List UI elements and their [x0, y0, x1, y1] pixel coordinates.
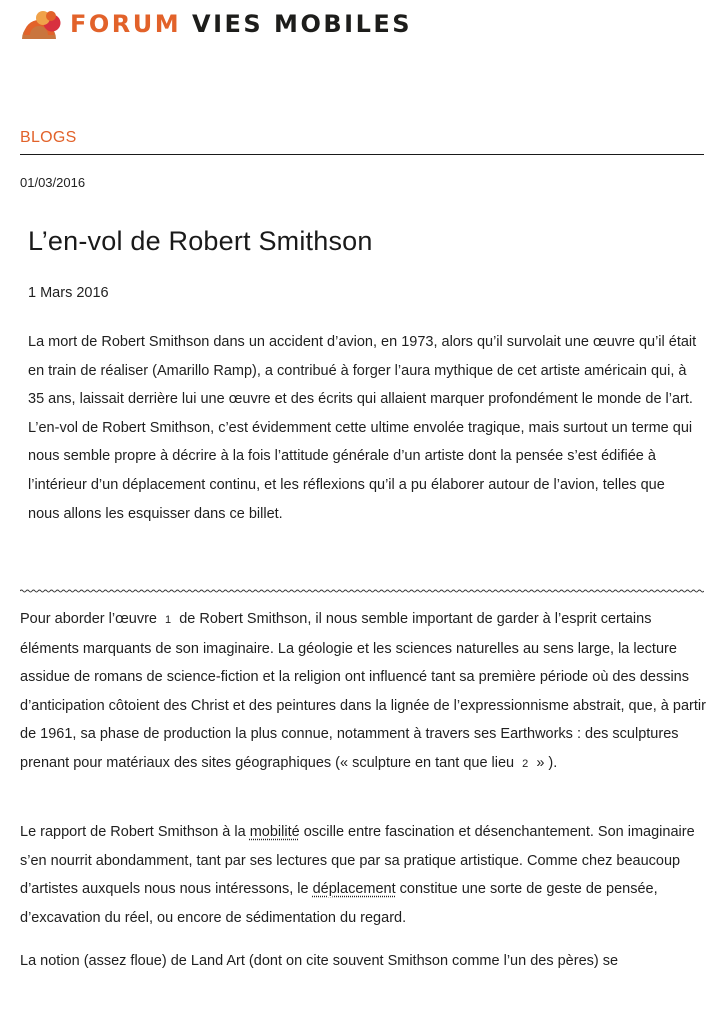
paragraph-text: oscille entre fascination et désenchantement. Son imaginaire s’en nourrit abondamment, tant par ses lectures que par sa pratique artistique. Comme chez beaucoup d’artistes auxquels nous nous intéressons, le	[20, 824, 695, 898]
footnote-ref-1[interactable]: 1	[165, 614, 172, 626]
paragraph-text: Pour aborder l’œuvre	[20, 611, 157, 627]
wavy-separator	[20, 586, 704, 596]
article-paragraph	[20, 818, 710, 932]
site-header	[18, 6, 412, 42]
logo-icon[interactable]	[18, 8, 62, 40]
article-paragraph	[20, 605, 710, 779]
divider	[20, 154, 704, 155]
brand-word-vies-mobiles: VIES MOBILES	[192, 10, 413, 38]
article-date: 1 Mars 2016	[28, 285, 109, 301]
section-label-blogs[interactable]: BLOGS	[20, 129, 77, 146]
publish-date: 01/03/2016	[20, 175, 86, 190]
article-title: L’en-vol de Robert Smithson	[28, 226, 373, 256]
paragraph-text: Le rapport de Robert Smithson à la	[20, 824, 246, 840]
paragraph-text: » ).	[536, 754, 558, 771]
glossary-link-mobilite[interactable]: mobilité	[249, 824, 300, 840]
site-logo[interactable]	[70, 10, 412, 38]
glossary-link-deplacement[interactable]: déplacement	[312, 881, 396, 898]
article-intro: La mort de Robert Smithson dans un accident d’avion, en 1973, alors qu’il survolait une œuvre qu’il était en train de réaliser (Amarillo Ramp), a contribué à forger l’aura mythique de cet artiste américain qui, à 35 ans, laissait derrière lui une œuvre et des écrits qui allaient marquer profondément le monde de l’art. L’en-vol de Robert Smithson, c’est évidemment cette ultime envolée tragique, mais surtout un terme qui nous semble propre à décrire à la fois l’attitude générale d’un artiste dont la pensée s’est édifiée à l’intérieur d’un déplacement continu, et les réflexions qu’il a pu élaborer autour de l’avion, telles que nous allons les esquisser dans ce billet.	[28, 334, 697, 522]
article-paragraph: La notion (assez floue) de Land Art (dont on cite souvent Smithson comme l’un des pères) se	[20, 953, 619, 969]
paragraph-text: de Robert Smithson, il nous semble important de garder à l’esprit certains éléments marquants de son imaginaire. La géologie et les sciences naturelles au sens large, la lecture assidue de romans de science-fiction et la religion ont influencé tant sa première période où des dessins d’anticipation côtoient des Christ et des peintures dans la lignée de l’expressionnisme abstrait, que, à partir de 1961, sa phase de production la plus connue, notamment à travers ses Earthworks : des sculptures prenant pour matériaux des sites géographiques (« sculpture en tant que lieu	[20, 611, 706, 771]
paragraph-text: constitue une sorte de geste de pensée, d’excavation du réel, ou encore de sédimentation du regard.	[20, 881, 658, 926]
footnote-ref-2[interactable]: 2	[522, 757, 529, 770]
brand-word-forum: FORUM	[70, 10, 182, 38]
